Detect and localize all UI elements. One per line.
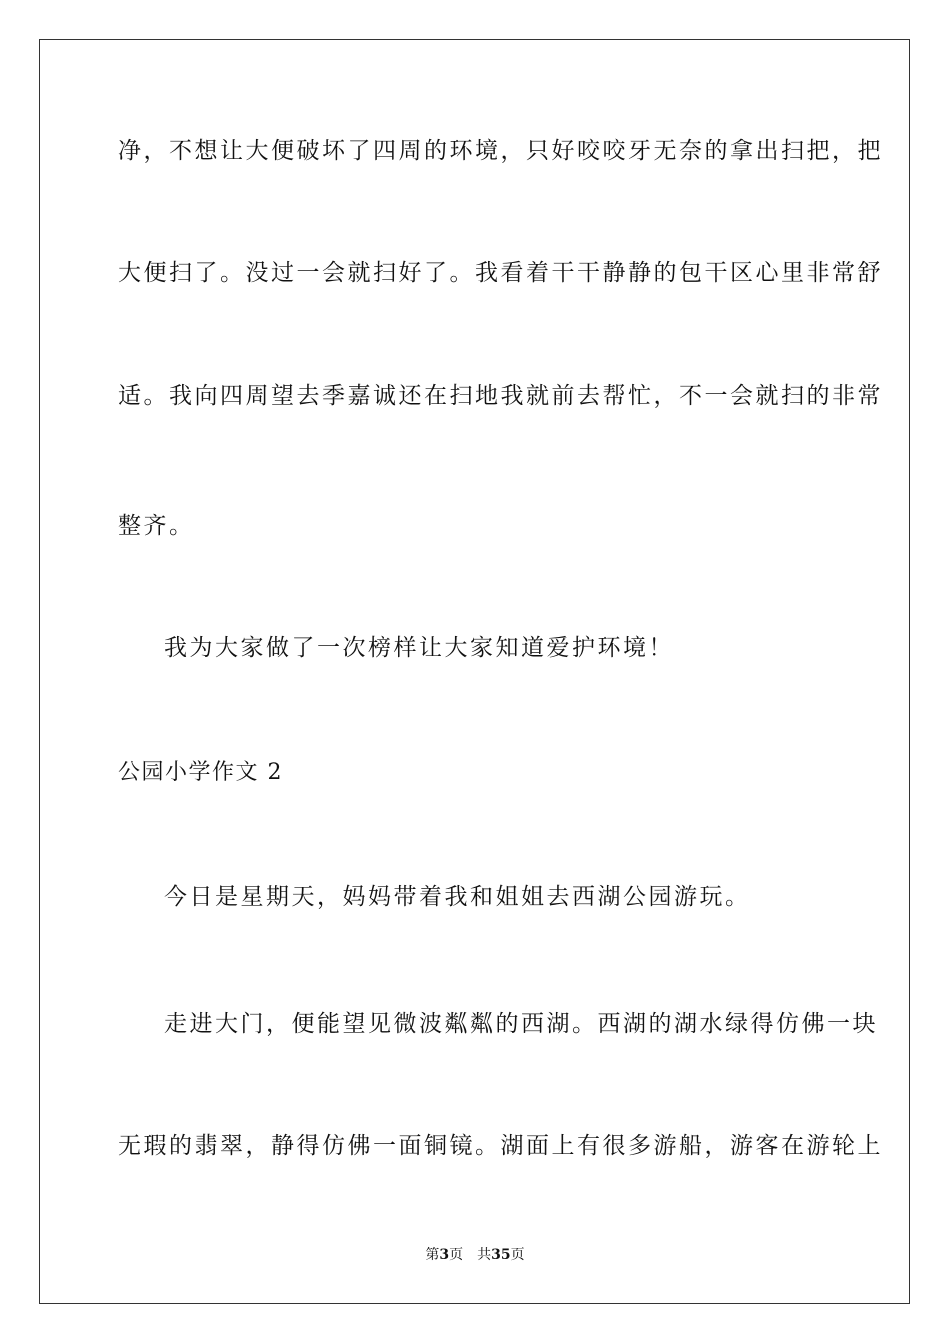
- text-line-1: 净，不想让大便破坏了四周的环境，只好咬咬牙无奈的拿出扫把，把: [118, 138, 883, 164]
- text-line-2: 大便扫了。没过一会就扫好了。我看着干干静静的包干区心里非常舒: [118, 260, 883, 286]
- footer-page-suffix: 页: [449, 1247, 464, 1263]
- footer-total-pages: 35: [491, 1247, 511, 1263]
- closing-line: 我为大家做了一次榜样让大家知道爱护环境！: [164, 635, 674, 661]
- footer-page-prefix: 第: [425, 1247, 440, 1263]
- text-line-4: 整齐。: [118, 513, 195, 539]
- section-heading: 公园小学作文 2: [118, 760, 283, 785]
- page-footer: [0, 1246, 950, 1264]
- footer-page-number: 3: [439, 1247, 450, 1263]
- page-border: [39, 39, 910, 1304]
- essay2-paragraph-2-line-2: 无瑕的翡翠，静得仿佛一面铜镜。湖面上有很多游船，游客在游轮上: [118, 1133, 883, 1159]
- text-line-3: 适。我向四周望去季嘉诚还在扫地我就前去帮忙，不一会就扫的非常: [118, 383, 883, 409]
- essay2-paragraph-2-line-1: 走进大门，便能望见微波粼粼的西湖。西湖的湖水绿得仿佛一块: [164, 1011, 878, 1037]
- footer-total-suffix: 页: [510, 1247, 525, 1263]
- footer-total-prefix: 共: [477, 1247, 492, 1263]
- essay2-paragraph-1: 今日是星期天，妈妈带着我和姐姐去西湖公园游玩。: [164, 884, 751, 910]
